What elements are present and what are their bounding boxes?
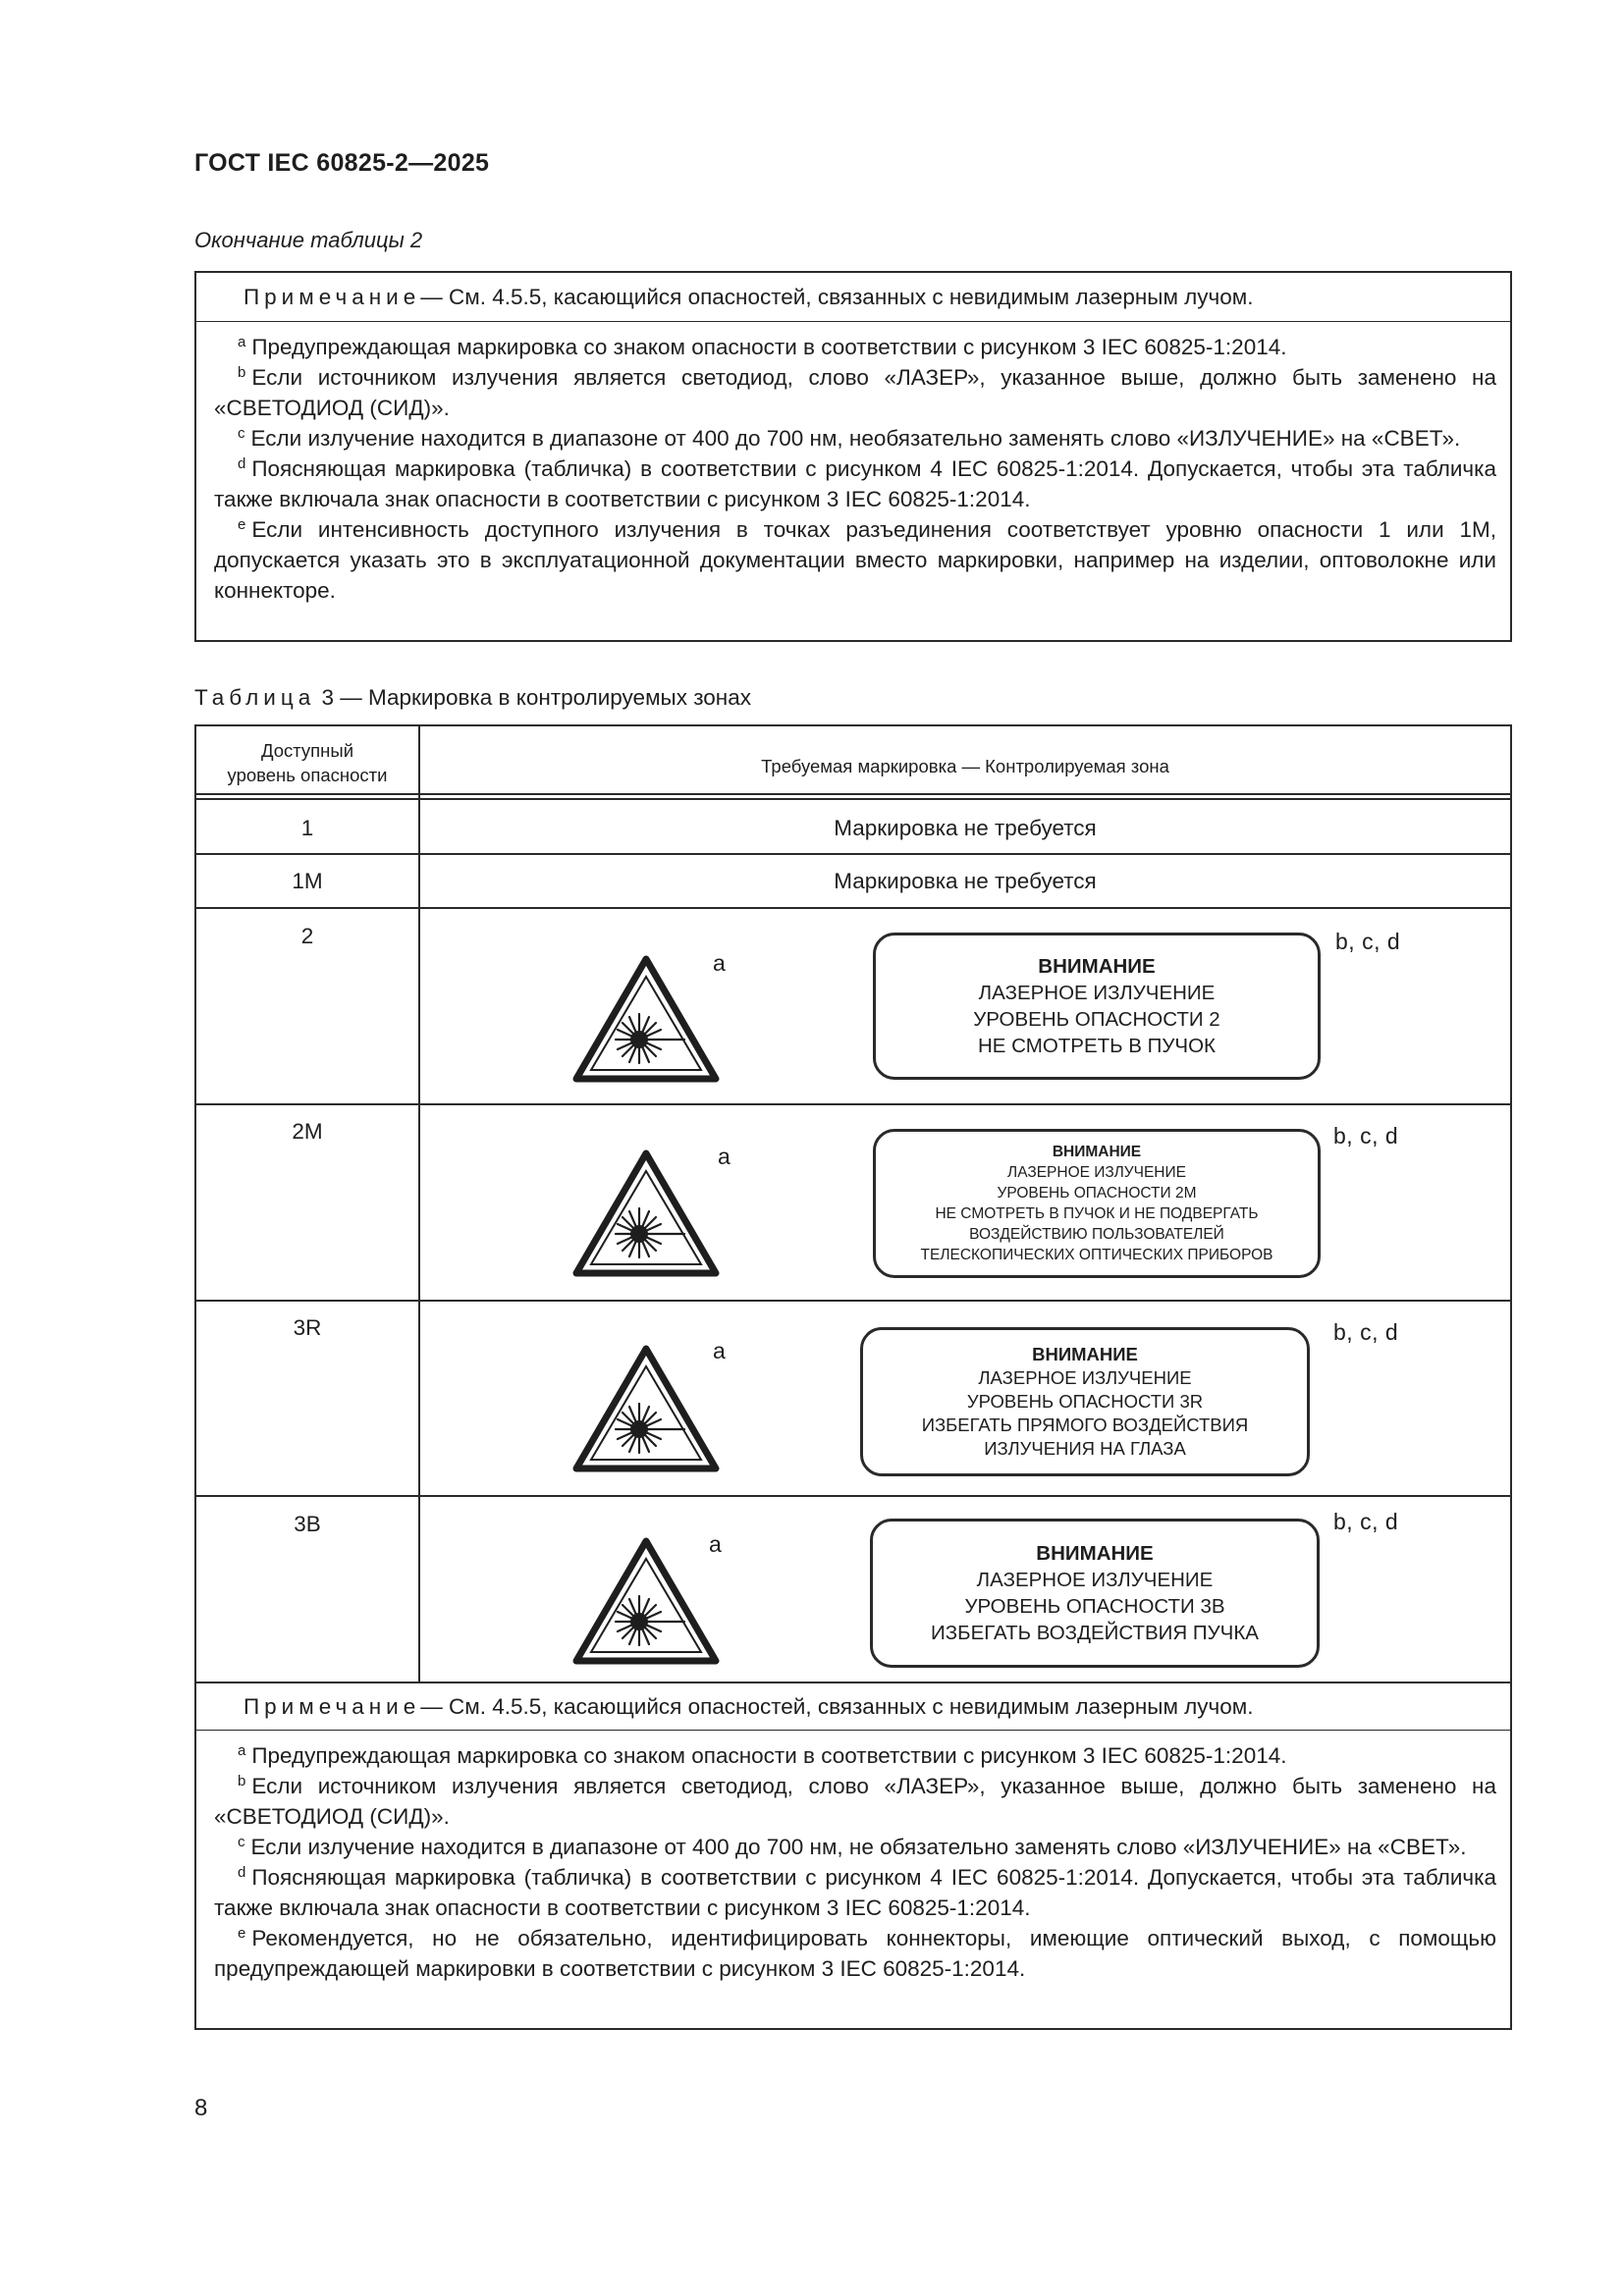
footnote-c: $^c$ Если излучение находится в диапазоне от 400 до 700 нм, не обязательно заменять слово «ИЗЛУЧЕНИЕ» на «СВЕТ». — [238, 1834, 1467, 1859]
footnote-d: $^d$ Поясняющая маркировка (табличка) в соответствии с рисунком 4 IEC 60825-1:2014. Допускается, чтобы эта табличка также включала знак опасности в соответствии с рисунком 3 IEC 60825-1:2014. — [214, 1864, 1496, 1920]
label-footnote-refs: b, c, d — [1333, 1319, 1399, 1345]
document-title: ГОСТ IEC 60825-2—2025 — [194, 149, 490, 177]
page-number: 8 — [194, 2095, 208, 2121]
laser-warning-icon — [572, 1537, 720, 1665]
footnote-e: $^e$ Если интенсивность доступного излучения в точках разъединения соответствует уровню опасности 1 или 1М, допускается указать это в эксплуатационной документации вместо маркировки, например на изделии, оптоволокне или коннекторе. — [214, 516, 1496, 603]
row-level: 2 — [300, 924, 314, 948]
footnote-e: $^e$ Рекомендуется, но не обязательно, идентифицировать коннекторы, имеющие оптический выход, с помощью предупреждающей маркировки в соответствии с рисунком 3 IEC 60825-1:2014. — [214, 1925, 1496, 1981]
explanatory-label: ВНИМАНИЕ ЛАЗЕРНОЕ ИЗЛУЧЕНИЕ УРОВЕНЬ ОПАСНОСТИ 3R ИЗБЕГАТЬ ПРЯМОГО ВОЗДЕЙСТВИЯ ИЗЛУЧЕНИЯ НА ГЛАЗА — [860, 1327, 1310, 1476]
sign-footnote-ref: a — [713, 1338, 726, 1363]
explanatory-label: ВНИМАНИЕ ЛАЗЕРНОЕ ИЗЛУЧЕНИЕ УРОВЕНЬ ОПАСНОСТИ 2 НЕ СМОТРЕТЬ В ПУЧОК — [873, 933, 1321, 1080]
note-label: Примечание — [244, 1693, 421, 1719]
note-text: — См. 4.5.5, касающийся опасностей, связанных с невидимым лазерным лучом. — [420, 285, 1254, 309]
row-level: 1 — [300, 816, 314, 840]
label-footnote-refs: b, c, d — [1333, 1123, 1399, 1148]
laser-warning-icon — [572, 1345, 720, 1472]
footnote-a: $^a$ Предупреждающая маркировка со знаком опасности в соответствии с рисунком 3 IEC 60825-1:2014. — [238, 1742, 1287, 1768]
footnote-a: $^a$ Предупреждающая маркировка со знаком опасности в соответствии с рисунком 3 IEC 60825-1:2014. — [238, 334, 1287, 359]
explanatory-label: ВНИМАНИЕ ЛАЗЕРНОЕ ИЗЛУЧЕНИЕ УРОВЕНЬ ОПАСНОСТИ 3В ИЗБЕГАТЬ ВОЗДЕЙСТВИЯ ПУЧКА — [870, 1519, 1320, 1668]
row-level: 2М — [292, 1119, 323, 1144]
row-level: 3R — [293, 1315, 322, 1340]
footnote-b: $^b$ Если источником излучения является светодиод, слово «ЛАЗЕР», указанное выше, должно быть заменено на «СВЕТОДИОД (СИД)». — [214, 364, 1496, 420]
table3 — [194, 724, 1512, 2030]
row-rule — [196, 907, 1510, 909]
row-level: 1М — [292, 869, 323, 893]
footnote-d: $^d$ Поясняющая маркировка (табличка) в соответствии с рисунком 4 IEC 60825-1:2014. Допускается, чтобы эта табличка также включала знак опасности в соответствии с рисунком 3 IEC 60825-1:2014. — [214, 455, 1496, 511]
laser-warning-icon — [572, 955, 720, 1083]
table2-footnotes — [196, 322, 1510, 606]
row-marking: Маркировка не требуется — [834, 816, 1097, 840]
header-rule-double — [196, 798, 1510, 800]
table3-note — [196, 1682, 1510, 1731]
row-rule — [196, 853, 1510, 855]
label-footnote-refs: b, c, d — [1335, 929, 1401, 954]
table2-note — [196, 273, 1510, 322]
sign-footnote-ref: a — [709, 1531, 722, 1557]
table3-footnotes — [196, 1731, 1510, 1984]
footnote-c: $^c$ Если излучение находится в диапазоне от 400 до 700 нм, необязательно заменять слово «ИЗЛУЧЕНИЕ» на «СВЕТ». — [238, 425, 1461, 451]
sign-footnote-ref: a — [718, 1144, 731, 1169]
footnote-b: $^b$ Если источником излучения является светодиод, слово «ЛАЗЕР», указанное выше, должно быть заменено на «СВЕТОДИОД (СИД)». — [214, 1773, 1496, 1829]
table3-caption: Таблица 3 — Маркировка в контролируемых зонах — [194, 685, 751, 710]
laser-warning-icon — [572, 1149, 720, 1277]
note-text: — См. 4.5.5, касающийся опасностей, связанных с невидимым лазерным лучом. — [420, 1693, 1254, 1719]
table2-end — [194, 271, 1512, 642]
header-rule — [196, 793, 1510, 795]
note-label: Примечание — [244, 285, 421, 309]
row-rule — [196, 1300, 1510, 1302]
row-rule — [196, 1495, 1510, 1497]
header-level: Доступный уровень опасности — [227, 740, 388, 785]
explanatory-label: ВНИМАНИЕ ЛАЗЕРНОЕ ИЗЛУЧЕНИЕ УРОВЕНЬ ОПАСНОСТИ 2М НЕ СМОТРЕТЬ В ПУЧОК И НЕ ПОДВЕРГАТЬ ВОЗДЕЙСТВИЮ ПОЛЬЗОВАТЕЛЕЙ ТЕЛЕСКОПИЧЕСКИХ ОПТИЧЕСКИХ ПРИБОРОВ — [873, 1129, 1321, 1278]
table-continuation-label: Окончание таблицы 2 — [194, 228, 423, 252]
row-level: 3В — [294, 1512, 321, 1536]
header-marking: Требуемая маркировка — Контролируемая зона — [761, 756, 1169, 776]
label-footnote-refs: b, c, d — [1333, 1509, 1399, 1534]
sign-footnote-ref: a — [713, 950, 726, 976]
row-rule — [196, 1103, 1510, 1105]
row-marking: Маркировка не требуется — [834, 869, 1097, 893]
